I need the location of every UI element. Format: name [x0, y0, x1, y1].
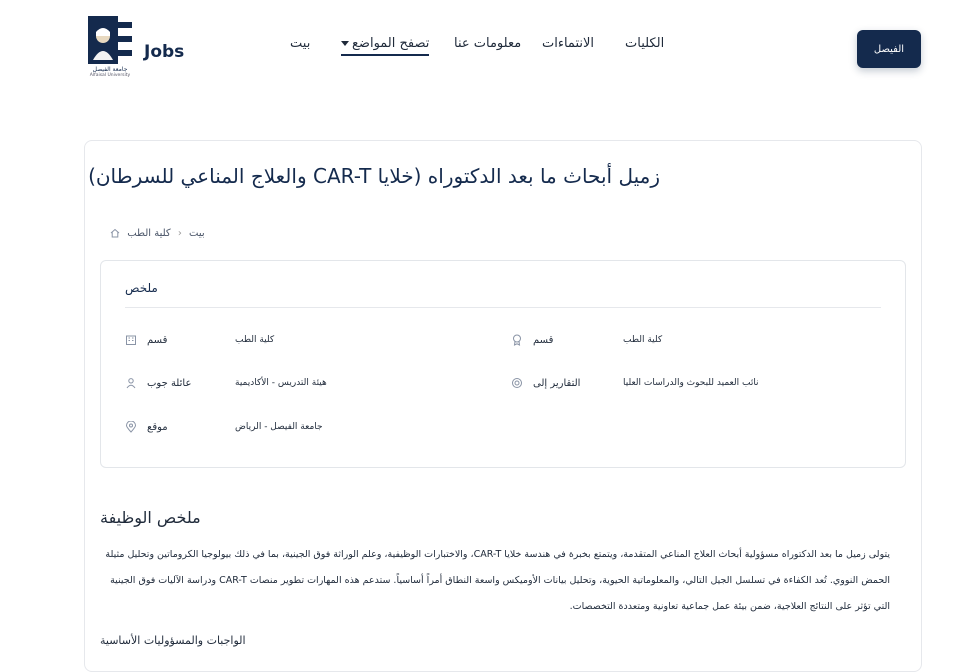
- alfaisal-button[interactable]: الفيصل: [857, 30, 921, 68]
- field-value-job-family: هيئة التدريس - الأكاديمية: [235, 378, 327, 388]
- site-header: [0, 0, 976, 100]
- nav-home[interactable]: بيت: [290, 36, 311, 51]
- job-summary-heading: ملخص الوظيفة: [100, 508, 201, 527]
- badge-icon: [511, 334, 523, 346]
- nav-browse-label: تصفح المواضع: [352, 36, 430, 51]
- breadcrumb-college[interactable]: كلية الطب: [127, 228, 171, 239]
- person-icon: [125, 377, 137, 389]
- field-value-reports-to: نائب العميد للبحوث والدراسات العليا: [623, 378, 759, 388]
- home-icon[interactable]: [110, 228, 120, 238]
- target-icon: [511, 377, 523, 389]
- job-summary-paragraph: يتولى زميل ما بعد الدكتوراه مسؤولية أبحاث العلاج المناعي المتقدمة، ويتمتع بخبرة في هندسة خلايا CAR-T، والاختبارات الوظيفية، وعلم الوراثة فوق الجينية، بما في ذلك بيولوجيا الكروماتين وتحليل مثيلة الحمض النووي. تُعد الكفاءة في تسلسل الجيل التالي، والمعلوماتية الحيوية، وتحليل بيانات الأوميكس واسعة النطاق أمراً أساسياً. ستدعم هذه المهارات تطوير منصات CAR-T ودراسة الآليات فوق الجينية التي تؤثر على النتائج العلاجية، ضمن بيئة عمل جماعية تعاونية ومتعددة التخصصات.: [105, 549, 890, 612]
- field-value-location: جامعة الفيصل - الرياض: [235, 422, 323, 432]
- chevron-down-icon: [341, 41, 349, 46]
- field-label-department: قسم: [147, 335, 168, 346]
- breadcrumb-separator: ‹: [177, 228, 182, 239]
- university-emblem-icon: [88, 16, 132, 64]
- field-label-job-family: عائلة جوب: [147, 378, 192, 389]
- field-label-reports-to: التقارير إلى: [533, 378, 581, 389]
- nav-affiliations[interactable]: الانتماءات: [542, 36, 595, 51]
- field-value-department: كلية الطب: [235, 335, 275, 345]
- breadcrumb-home[interactable]: بيت: [189, 228, 205, 239]
- nav-browse[interactable]: [341, 36, 429, 56]
- field-value-department-2: كلية الطب: [623, 335, 663, 345]
- location-icon: [125, 421, 137, 433]
- building-icon: [125, 334, 137, 346]
- summary-panel: [100, 260, 906, 468]
- jobs-logo-text: Jobs: [144, 42, 185, 62]
- field-label-location: موقع: [147, 422, 168, 433]
- field-label-department-2: قسم: [533, 335, 554, 346]
- nav-about[interactable]: معلومات عنا: [454, 36, 522, 51]
- summary-title: ملخص: [125, 281, 158, 295]
- logo-english-text: Alfaisal University: [89, 73, 131, 78]
- nav-colleges[interactable]: الكليات: [625, 36, 665, 51]
- site-logo[interactable]: [88, 16, 188, 82]
- duties-heading: الواجبات والمسؤوليات الأساسية: [100, 634, 246, 647]
- summary-divider: [125, 307, 881, 308]
- job-title: زميل أبحاث ما بعد الدكتوراه (خلايا CAR-T والعلاج المناعي للسرطان): [88, 164, 660, 188]
- breadcrumb: [110, 228, 205, 239]
- logo-arabic-text: جامعة الفيصل: [92, 66, 128, 73]
